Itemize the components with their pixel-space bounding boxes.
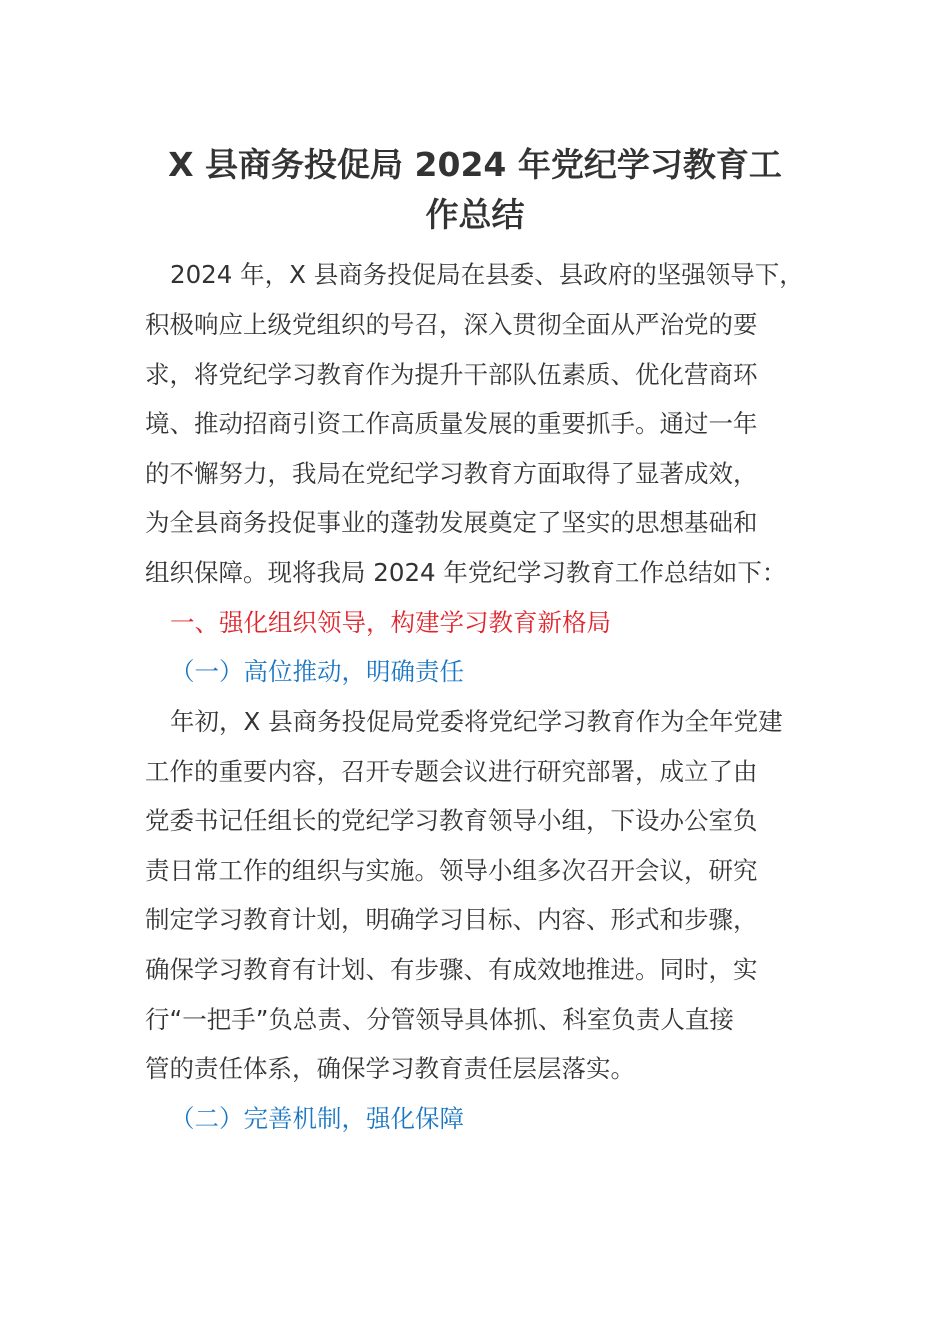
section-heading: 一、强化组织领导，构建学习教育新格局	[170, 608, 611, 637]
document-title-line-2: 作总结	[425, 195, 525, 234]
intro-paragraph-line: 的不懈努力，我局在党纪学习教育方面取得了显著成效，	[145, 459, 758, 488]
body-paragraph-line: 责日常工作的组织与实施。领导小组多次召开会议，研究	[145, 856, 758, 885]
body-paragraph-line: 确保学习教育有计划、有步骤、有成效地推进。同时，实	[145, 955, 758, 984]
document-title-line-1: X 县商务投促局 2024 年党纪学习教育工	[168, 145, 782, 184]
body-paragraph-line: 制定学习教育计划，明确学习目标、内容、形式和步骤，	[145, 905, 758, 934]
intro-paragraph-line: 组织保障。现将我局 2024 年党纪学习教育工作总结如下：	[145, 558, 787, 587]
body-paragraph-line: 工作的重要内容，召开专题会议进行研究部署，成立了由	[145, 757, 758, 786]
intro-paragraph-line: 为全县商务投促事业的蓬勃发展奠定了坚实的思想基础和	[145, 508, 758, 537]
body-paragraph-line: 管的责任体系，确保学习教育责任层层落实。	[145, 1054, 635, 1083]
body-paragraph-line: 党委书记任组长的党纪学习教育领导小组，下设办公室负	[145, 806, 758, 835]
subsection-heading: （二）完善机制，强化保障	[170, 1104, 464, 1133]
subsection-heading: （一）高位推动，明确责任	[170, 657, 464, 686]
body-paragraph-line: 年初，X 县商务投促局党委将党纪学习教育作为全年党建	[170, 707, 783, 736]
intro-paragraph-line: 积极响应上级党组织的号召，深入贯彻全面从严治党的要	[145, 310, 758, 339]
intro-paragraph-line: 2024 年，X 县商务投促局在县委、县政府的坚强领导下，	[170, 260, 804, 289]
intro-paragraph-line: 求，将党纪学习教育作为提升干部队伍素质、优化营商环	[145, 360, 758, 389]
intro-paragraph-line: 境、推动招商引资工作高质量发展的重要抓手。通过一年	[145, 409, 758, 438]
body-paragraph-line: 行“一把手”负总责、分管领导具体抓、科室负责人直接	[145, 1005, 734, 1034]
